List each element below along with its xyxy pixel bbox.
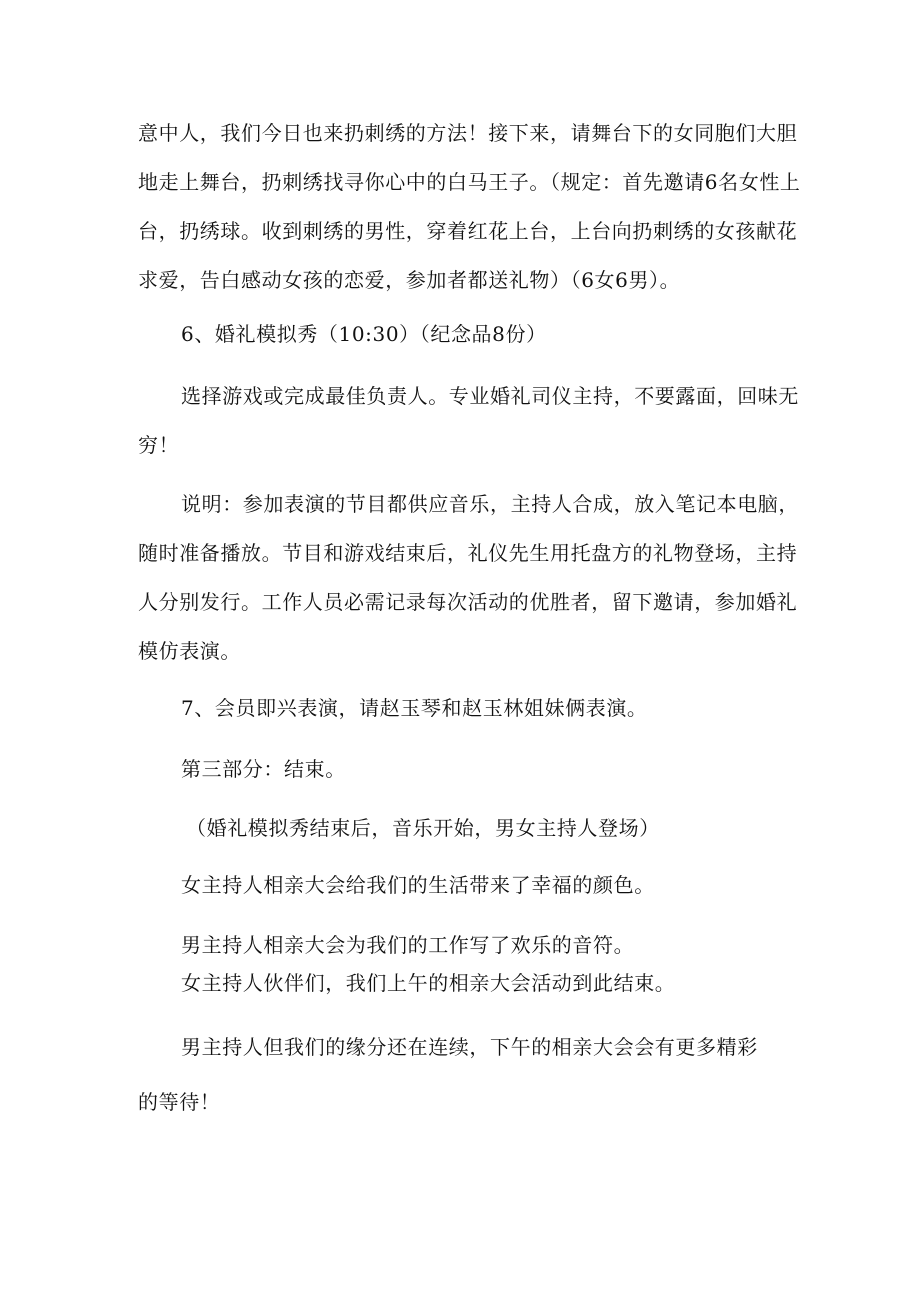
paragraph-line: 选择游戏或完成最佳负责人。专业婚礼司仪主持，不要露面，回味无 <box>181 384 799 408</box>
paragraph-line: 穷！ <box>138 433 180 457</box>
paragraph-line: 地走上舞台，扔刺绣找寻你心中的白马王子。（规定：首先邀请6名女性上 <box>138 170 801 194</box>
paragraph-line: 模仿表演。 <box>138 639 241 663</box>
stage-direction: （婚礼模拟秀结束后，音乐开始，男女主持人登场） <box>186 816 660 840</box>
paragraph-line: 台，扔绣球。收到刺绣的男性，穿着红花上台，上台向扔刺绣的女孩献花 <box>138 219 798 243</box>
paragraph-line: 人分别发行。工作人员必需记录每次活动的优胜者，留下邀请，参加婚礼 <box>138 590 798 614</box>
paragraph-line: 意中人，我们今日也来扔刺绣的方法！接下来，请舞台下的女同胞们大胆 <box>138 121 798 145</box>
dialogue-line: 男主持人相亲大会为我们的工作写了欢乐的音符。 <box>181 933 635 957</box>
section-heading: 6、婚礼模拟秀（10:30）（纪念品8份） <box>181 322 547 346</box>
part-heading: 第三部分：结束。 <box>181 757 346 781</box>
paragraph-line: 说明：参加表演的节目都供应音乐，主持人合成，放入笔记本电脑， <box>181 492 799 516</box>
dialogue-line: 女主持人伙伴们，我们上午的相亲大会活动到此结束。 <box>181 971 676 995</box>
paragraph-line: 求爱，告白感动女孩的恋爱，参加者都送礼物）（6女6男）。 <box>138 268 681 292</box>
section-heading: 7、会员即兴表演，请赵玉琴和赵玉林姐妹俩表演。 <box>181 696 648 720</box>
dialogue-line: 女主持人相亲大会给我们的生活带来了幸福的颜色。 <box>181 873 655 897</box>
dialogue-line: 的等待！ <box>138 1090 221 1114</box>
paragraph-line: 随时准备播放。节目和游戏结束后，礼仪先生用托盘方的礼物登场，主持 <box>138 541 798 565</box>
dialogue-line: 男主持人但我们的缘分还在连续，下午的相亲大会会有更多精彩 <box>181 1035 758 1059</box>
